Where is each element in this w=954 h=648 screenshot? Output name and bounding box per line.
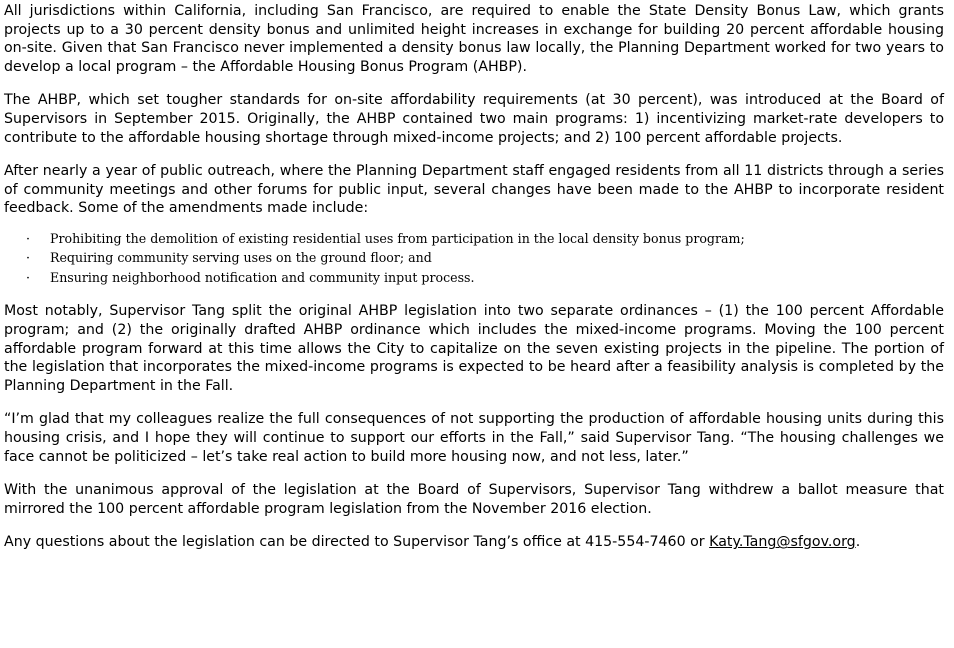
- contact-period: .: [855, 534, 861, 551]
- email-link[interactable]: Katy.Tang@sfgov.org: [709, 534, 856, 551]
- paragraph-legislation-split: Most notably, Supervisor Tang split the original AHBP legislation into two separate ordinances – (1) the 100 percent Affordable program; and (2) the originally drafted AHBP ordinance which includes the mixed-income programs. Moving the 100 percent affordable program forward at this time allows the City to capitalize on the seven existing projects in the pipeline. The portion of the legislation that incorporates the mixed-income programs is expected to be heard after a feasibility analysis is completed by the Planning Department in the Fall.: [4, 303, 944, 394]
- amendments-list: [4, 229, 944, 288]
- list-item: [4, 268, 944, 288]
- list-item-text: Prohibiting the demolition of existing residential uses from participation in the local density bonus program;: [50, 230, 745, 246]
- list-item: [4, 229, 944, 249]
- document-body: [4, 2, 944, 552]
- bullet-marker: ·: [26, 269, 31, 285]
- paragraph-ballot-measure: With the unanimous approval of the legislation at the Board of Supervisors, Supervisor Tang withdrew a ballot measure that mirrored the 100 percent affordable program legislation from the November 2016 election.: [4, 482, 944, 517]
- paragraph-density-bonus-law: All jurisdictions within California, including San Francisco, are required to enable the State Density Bonus Law, which grants projects up to a 30 percent density bonus and unlimited height increases in exchange for building 20 percent affordable housing on-site. Given that San Francisco never implemented a density bonus law locally, the Planning Department worked for two years to develop a local program – the Affordable Housing Bonus Program (AHBP).: [4, 3, 944, 75]
- list-item-text: Ensuring neighborhood notification and community input process.: [50, 269, 475, 285]
- paragraph-contact: [4, 533, 944, 552]
- paragraph-supervisor-quote: “I’m glad that my colleagues realize the full consequences of not supporting the production of affordable housing units during this housing crisis, and I hope they will continue to support our efforts in the Fall,” said Supervisor Tang. “The housing challenges we face cannot be politicized – let’s take real action to build more housing now, and not less, later.”: [4, 411, 944, 465]
- contact-text: Any questions about the legislation can be directed to Supervisor Tang’s office at 415-554-7460 or: [4, 534, 710, 551]
- paragraph-ahbp-introduction: The AHBP, which set tougher standards for on-site affordability requirements (at 30 percent), was introduced at the Board of Supervisors in September 2015. Originally, the AHBP contained two main programs: 1) incentivizing market-rate developers to contribute to the affordable housing shortage through mixed-income projects; and 2) 100 percent affordable projects.: [4, 92, 944, 146]
- list-item: [4, 248, 944, 268]
- list-item-text: Requiring community serving uses on the ground floor; and: [50, 250, 432, 266]
- paragraph-public-outreach: After nearly a year of public outreach, where the Planning Department staff engaged residents from all 11 districts through a series of community meetings and other forums for public input, several changes have been made to the AHBP to incorporate resident feedback. Some of the amendments made include:: [4, 163, 944, 217]
- bullet-marker: ·: [26, 250, 31, 266]
- bullet-marker: ·: [26, 230, 31, 246]
